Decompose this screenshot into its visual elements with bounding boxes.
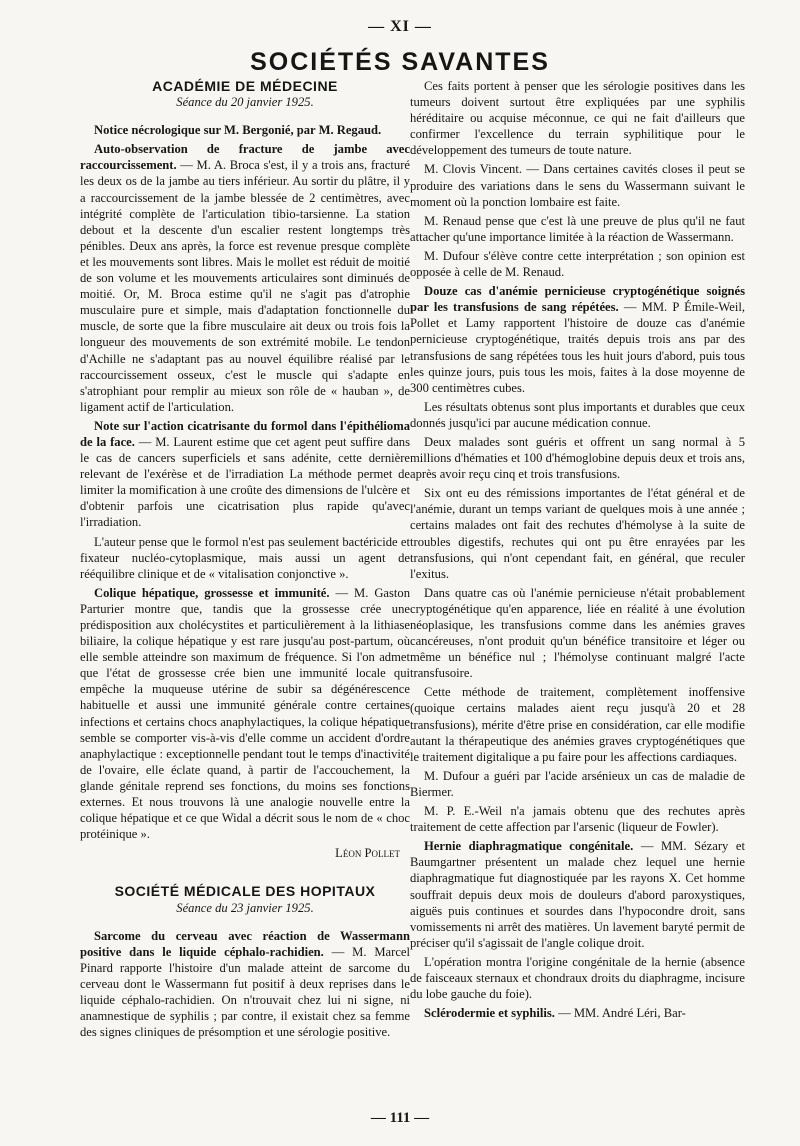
paragraph-methode: Cette méthode de traitement, complètement inoffensive (quoique certains malades aient reçu jusqu'à 20 et 28 transfusions), mérite d'être prise en considération, car elle modifie autant la thérapeutique des anémies graves cryptogénétiques que le traitement digitalique a pu faire pour les affections cardiaques.	[410, 685, 745, 764]
paragraph-body: — MM. Sézary et Baumgartner présentent un malade chez lequel une hernie diaphragmatique fut diagnostiquée par les rayons X. Cet homme souffrait depuis deux mois de douleurs d'abord paroxystiques, aiguës puis continues et sourdes dans l'hypocondre droit, sans vomissements ni arrêt des matières. Un lavement baryté permit de préciser qu'il s'agissait de l'angle colique droit.	[410, 839, 745, 950]
paragraph-hernie	[410, 838, 745, 951]
paragraph-body: — MM. P Émile-Weil, Pollet et Lamy rapportent l'histoire de douze cas d'anémie pernicieuse cryptogénétique, traités depuis trois ans par des transfusions de sang répétées tous les huit jours d'abord, puis tous les quinze jours, puis tous les mois, faites à la dose moyenne de 300 centimètres cubes.	[410, 300, 746, 395]
author-signature: Léon Pollet	[335, 846, 400, 861]
paragraph-body: — M. Marcel Pinard rapporte l'histoire d'un malade atteint de sarcome du cerveau dont le Wassermann fut positif à deux reprises dans le liquide céphalo-rachidien. On n'trouvait chez lui ni signe, ni anamnestique de syphilis ; par contre, il existait chez sa femme des signes cliniques de présomption et une sérologie positive.	[80, 944, 411, 1040]
paragraph-remissions: Six ont eu des rémissions importantes de l'état général et de l'anémie, durant un temps variant de quelques mois à une année ; certains malades ont fait des rechutes d'hémolyse à la suite de troubles digestifs, rechutes qui ont pu être enrayées par les transfusions, qui n'ont cependant fait, en général, que reculer l'exitus.	[410, 486, 745, 581]
paragraph-body: — M. A. Broca s'est, il y a trois ans, fracturé les deux os de la jambe au tiers inférieur. Au sortir du plâtre, il y a raccourcissement de la jambe blessée de 2 centimètres, avec intégrité complète de l'articulation tibio-tarsienne. La station debout et la descente d'un escalier restent longtemps très pénibles. Deux ans après, la force est revenue presque complète et les mouvements sont libres. Mais le mollet est réduit de moitié de son volume et les mouvements articulaires sont diminués de moitié. Or, M. Broca estime qu'il ne s'agit pas d'atrophie musculaire pure et simple, mais d'adaptation fonctionnelle du muscle, de sorte que la fibre musculaire ait deux ou trois fois la longueur des mouvements de son extrémité mobile. Le tendon d'Achille ne s'adaptant pas au nouvel équilibre réalisé par le raccourcissement osseux, c'est le muscle qui s'adapte en s'atrophiant pour remplir au mieux son rôle de « hauban », de ligament actif de l'articulation.	[80, 158, 410, 414]
paragraph-sarcome	[80, 928, 410, 1041]
paragraph-dufour: M. Dufour s'élève contre cette interprétation ; son opinion est opposée à celle de M. Renaud.	[410, 248, 745, 280]
paragraph-dufour-biermer: M. Dufour a guéri par l'acide arsénieux un cas de maladie de Biermer.	[410, 768, 745, 799]
paragraph-sclerodermie	[410, 1005, 745, 1021]
paragraph-colique	[80, 585, 410, 843]
paragraph-heading: Sclérodermie et syphilis.	[424, 1006, 555, 1021]
paragraph-formol	[80, 418, 410, 531]
paragraph-heading: Douze cas d'anémie pernicieuse cryptogénétique soignés par les transfusions de sang répétées.	[410, 284, 745, 315]
paragraph-body: — M. Laurent estime que cet agent peut suffire dans le cas de cancers superficiels et sans adénite, cette dernière relevant de l'exérèse et de l'irradiation La méthode permet de limiter la momification à une croûte des dimensions de l'ulcère et d'obtenir parfois une cicatrisation plus rapide qu'avec l'irradiation.	[80, 434, 410, 530]
page-header-roman-numeral: — XI —	[368, 18, 432, 35]
paragraph-vincent: M. Clovis Vincent. — Dans certaines cavités closes il peut se produire des variations dans le sens du Wassermann suivant le moment où la ponction lombaire est faite.	[410, 162, 745, 209]
section-title-hopitaux: SOCIÉTÉ MÉDICALE DES HOPITAUX	[114, 883, 376, 900]
paragraph-fracture	[80, 141, 410, 415]
paragraph-neoplasique: Dans quatre cas où l'anémie pernicieuse n'était probablement cryptogénétique qu'en apparence, liée en réalité à une évolution néoplasique, les transfusions comme dans les anémies graves cancéreuses, n'ont produit qu'un bénéfice transitoire et léger ou même un bénéfice nul ; l'hémolyse continuant malgré l'acte transfusoire.	[410, 585, 745, 681]
section-title-academie: ACADÉMIE DE MÉDECINE	[152, 78, 338, 94]
section-date-hopitaux: Séance du 23 janvier 1925.	[176, 900, 314, 915]
paragraph-body: — MM. André Léri, Bar-	[554, 1006, 686, 1021]
paragraph-renaud: M. Renaud pense que c'est là une preuve de plus qu'il ne faut attacher qu'une importance limitée à la réaction de Wassermann.	[410, 213, 745, 244]
paragraph-resultats: Les résultats obtenus sont plus importants et durables que ceux donnés jusqu'ici par aucune médication connue.	[410, 399, 745, 430]
paragraph-heading: Colique hépatique, grossesse et immunité.	[94, 585, 330, 600]
section-date-academie: Séance du 20 janvier 1925.	[176, 95, 314, 110]
paragraph-heading: Sarcome du cerveau avec réaction de Wassermann positive dans le liquide céphalo-rachidien.	[80, 928, 410, 959]
paragraph-heading: Hernie diaphragmatique congénitale.	[424, 839, 634, 854]
paragraph-gueris: Deux malades sont guéris et offrent un sang normal à 5 millions d'hématies et 100 d'hémoglobine depuis deux et trois ans, après avoir reçu cinq et trois transfusions.	[410, 434, 745, 482]
paragraph-formol-conclusion: L'auteur pense que le formol n'est pas seulement bactéricide et fixateur nucléo-cytoplasmique, mais aussi un agent de rééquilibre clinique et de « vitalisation conjonctive ».	[80, 534, 410, 581]
page-number: — 111 —	[370, 1110, 430, 1126]
page-title: SOCIÉTÉS SAVANTES	[250, 48, 550, 76]
paragraph-operation: L'opération montra l'origine congénitale de la hernie (absence de faisceaux sternaux et chondraux droits du diaphragme, incisure du lobe gauche du foie).	[410, 954, 745, 1002]
right-column	[410, 78, 745, 1024]
left-column	[80, 78, 410, 1043]
paragraph-heading: Note sur l'action cicatrisante du formol dans l'épithélioma de la face.	[80, 418, 410, 449]
paragraph-anemie	[410, 283, 745, 396]
paragraph-heading: Auto-observation de fracture de jambe avec raccourcissement.	[80, 142, 410, 173]
paragraph-weil-arsenic: M. P. E.-Weil n'a jamais obtenu que des rechutes après traitement de cette affection par l'arsenic (liqueur de Fowler).	[410, 804, 745, 835]
paragraph-serologie: Ces faits portent à penser que les sérologie positives dans les tumeurs doivent surtout être expliquées par une syphilis héréditaire ou acquise méconnue, ce qui ne fait d'ailleurs que confirmer l'excellence du terrain syphilitique pour le développement des tumeurs de toute nature.	[410, 79, 745, 158]
paragraph-body: — M. Gaston Parturier montre que, tandis que la grossesse crée une prédisposition aux cholécystites et particulièrement à la lithiase biliaire, la colique hépatique y est rare jusqu'au post-partum, où elle semble atteindre son maximum de fréquence. Si l'on admet que l'état de grossesse crée bien une immunité locale qui empêche la muqueuse utérine de subir sa dégénérescence habituelle et aussi une immunité générale contre certaines infections et certains chocs anaphylactiques, la colique hépatique semble se comporter vis-à-vis d'elle comme un accident d'ordre anaphylactique : exceptionnelle pendant tout le temps d'inactivité de l'ovaire, elle éclate quand, à partir de l'accouchement, la glande génitale reprend ses fonctions, du moins ses fonctions externes. Et nous trouvons là une analogie nouvelle entre la colique hépatique et ce que Widal a décrit sous le nom de « choc protéinique ».	[80, 585, 410, 842]
paragraph-bergonie-notice: Notice nécrologique sur M. Bergonié, par M. Regaud.	[94, 123, 382, 138]
